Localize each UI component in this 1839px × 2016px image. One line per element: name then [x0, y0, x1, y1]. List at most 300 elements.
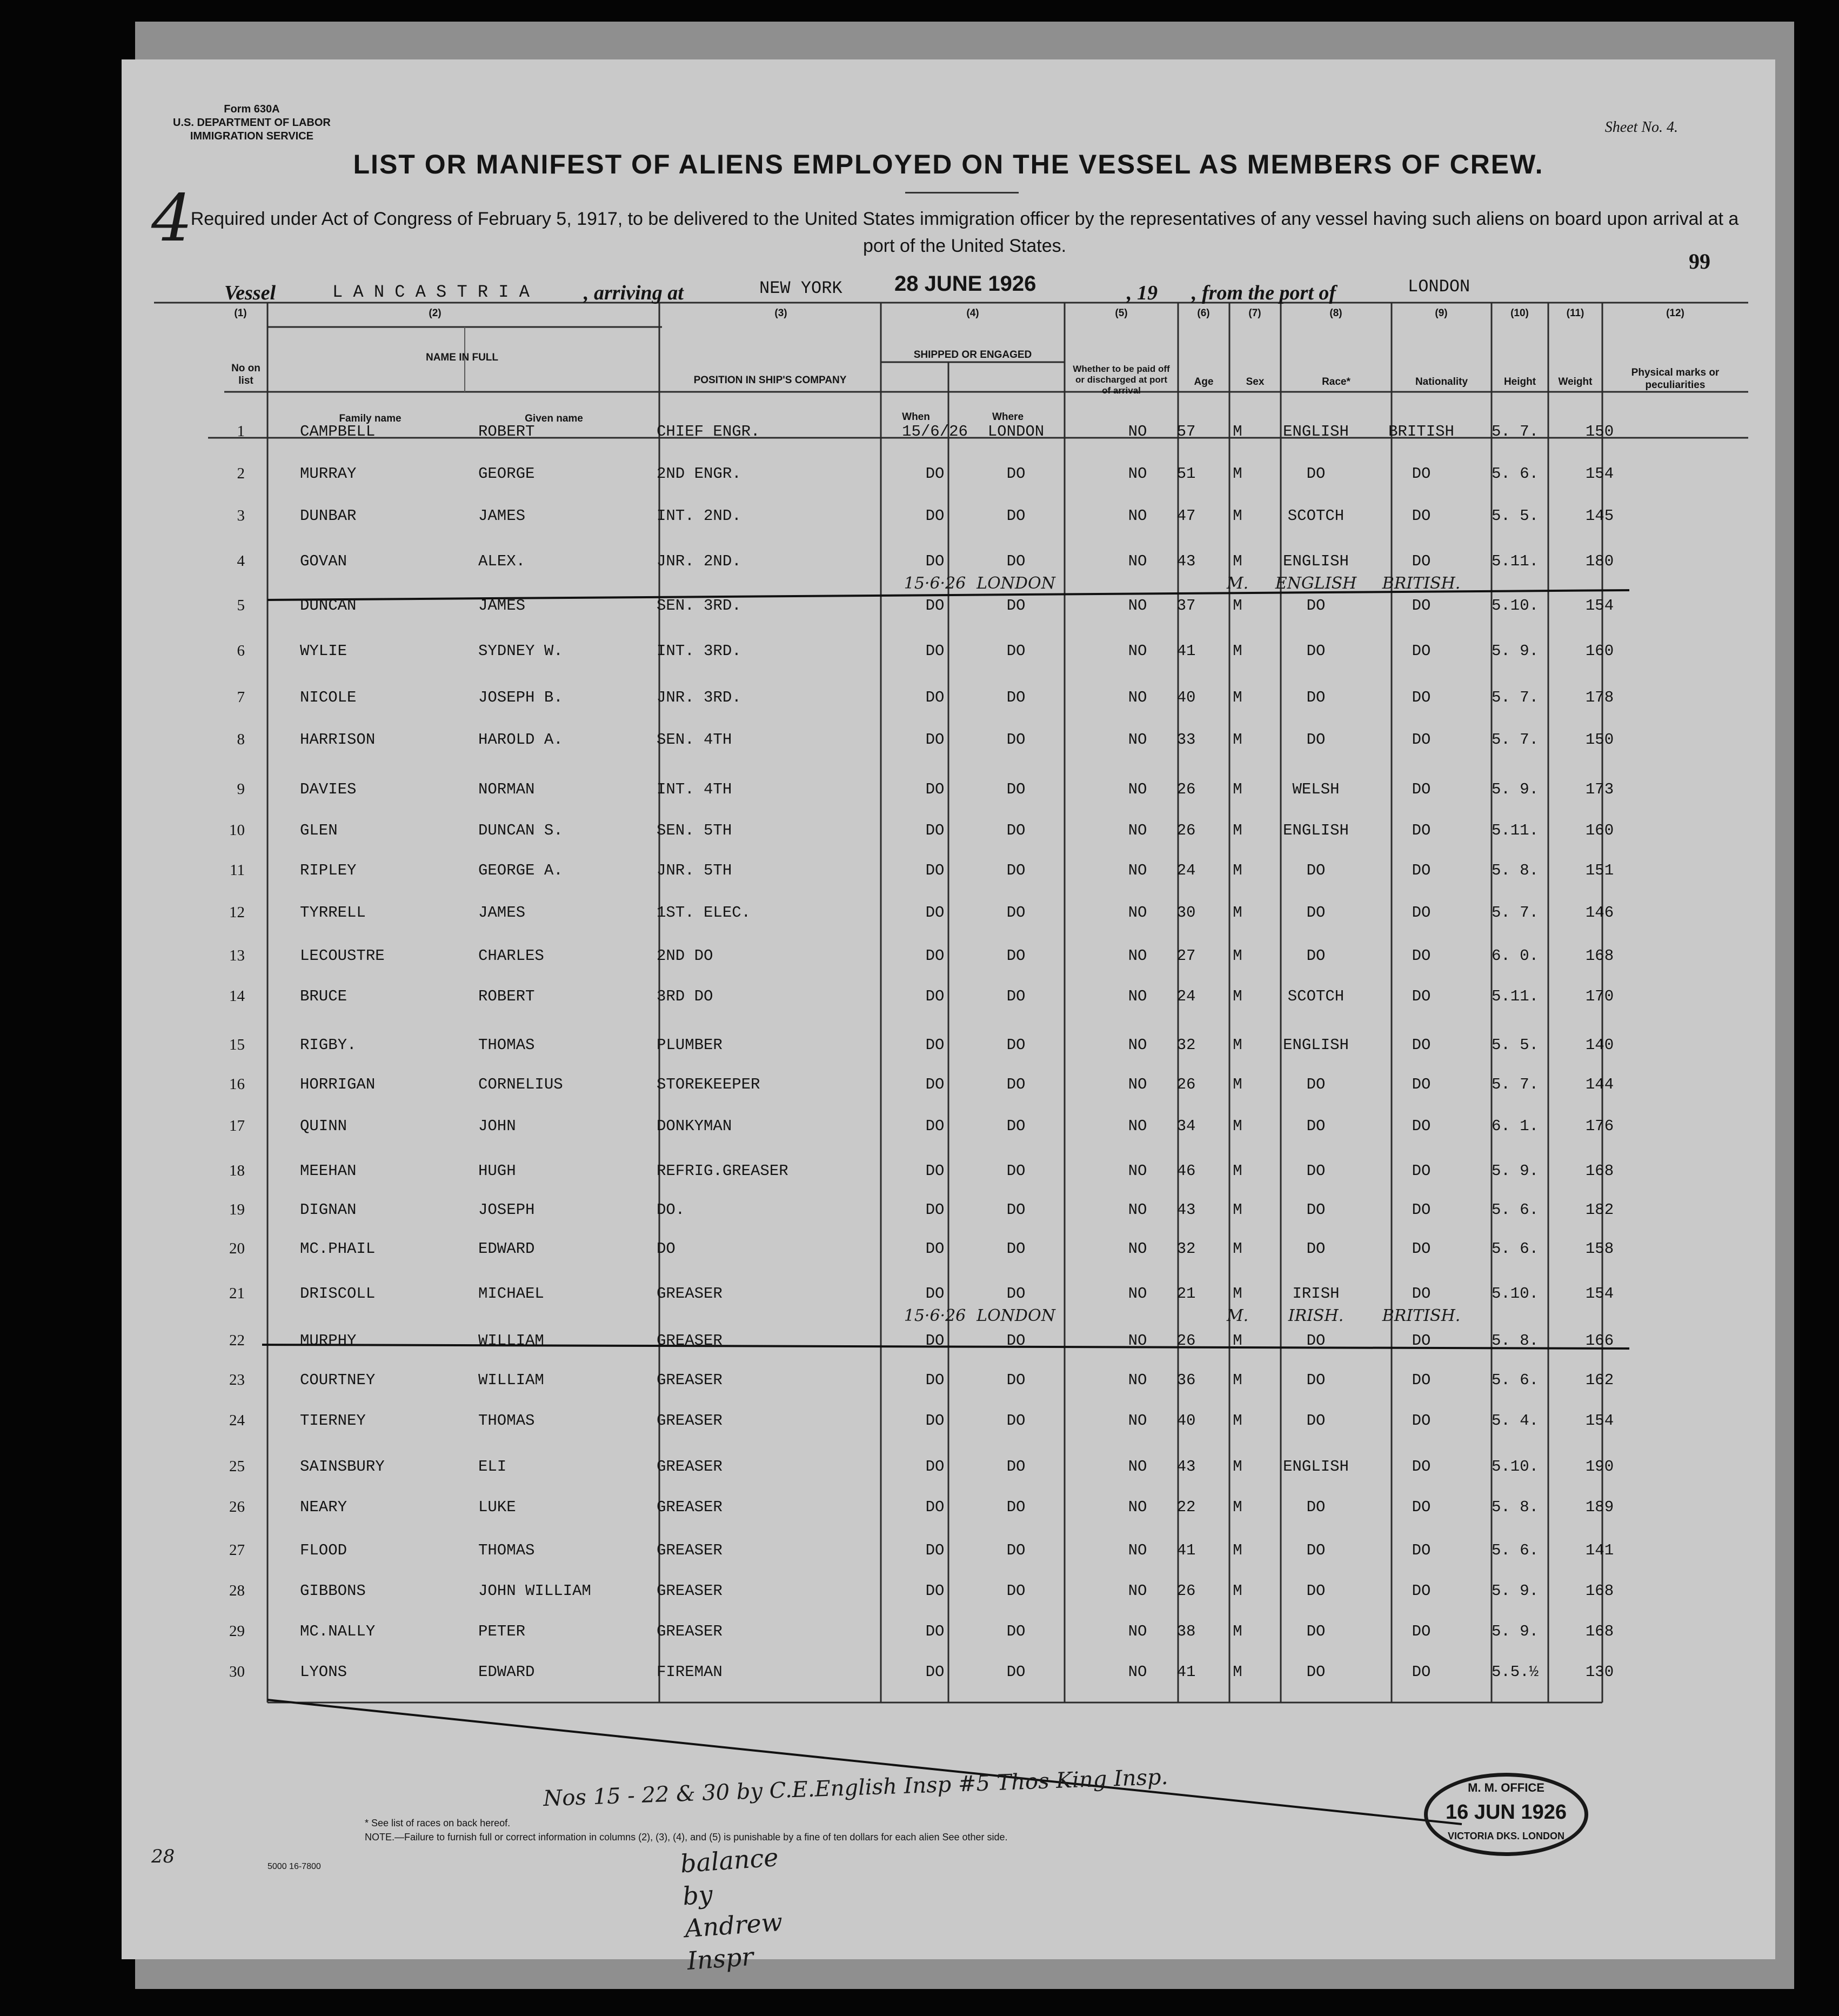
cell-paid-off: NO: [1128, 1582, 1147, 1600]
cell-race: WELSH: [1292, 780, 1340, 798]
cell-given-name: ELI: [478, 1458, 507, 1476]
cell-shipped-where: DO: [1006, 642, 1026, 660]
cell-shipped-when: DO: [925, 597, 945, 615]
table-row: [122, 1451, 1775, 1484]
col-num-5: (5): [1115, 308, 1128, 319]
cell-race: IRISH: [1292, 1285, 1340, 1303]
cell-race: DO: [1306, 1541, 1326, 1559]
cell-shipped-when: DO: [925, 904, 945, 922]
handwritten-correction: 15·6·26: [904, 574, 966, 593]
cell-height: 5. 5.: [1492, 1036, 1539, 1054]
cell-paid-off: NO: [1128, 1498, 1147, 1516]
cell-row-number: 22: [229, 1332, 245, 1349]
cell-age: 43: [1176, 552, 1196, 570]
header-when: When: [902, 411, 930, 423]
cell-nationality: DO: [1412, 822, 1431, 839]
cell-age: 26: [1176, 1332, 1196, 1350]
cell-age: 43: [1176, 1201, 1196, 1219]
cell-weight: 140: [1585, 1036, 1614, 1054]
cell-race: DO: [1306, 1117, 1326, 1135]
table-row: [122, 1156, 1775, 1188]
cell-row-number: 14: [229, 987, 245, 1005]
cell-family-name: FLOOD: [300, 1541, 347, 1559]
cell-position: 2ND ENGR.: [657, 465, 741, 483]
cell-row-number: 26: [229, 1498, 245, 1516]
arriving-label: , arriving at: [584, 282, 684, 304]
cell-race: DO: [1306, 642, 1326, 660]
cell-given-name: MICHAEL: [478, 1285, 544, 1303]
cell-weight: 150: [1585, 731, 1614, 749]
cell-age: 32: [1176, 1036, 1196, 1054]
cell-paid-off: NO: [1128, 904, 1147, 922]
cell-weight: 144: [1585, 1076, 1614, 1093]
cell-height: 5. 7.: [1492, 731, 1539, 749]
cell-shipped-when: DO: [925, 1412, 945, 1430]
cell-shipped-where: DO: [1006, 1201, 1026, 1219]
cell-family-name: BRUCE: [300, 987, 347, 1005]
cell-race: DO: [1306, 465, 1326, 483]
cell-position: INT. 2ND.: [657, 507, 741, 525]
cell-sex: M: [1233, 1201, 1242, 1219]
cell-family-name: DRISCOLL: [300, 1285, 376, 1303]
cell-race: DO: [1306, 904, 1326, 922]
cell-weight: 145: [1585, 507, 1614, 525]
cell-weight: 168: [1585, 1582, 1614, 1600]
cell-age: 32: [1176, 1240, 1196, 1258]
cell-weight: 176: [1585, 1117, 1614, 1135]
cell-given-name: ROBERT: [478, 423, 535, 440]
cell-age: 36: [1176, 1371, 1196, 1389]
header-weight: Weight: [1558, 376, 1593, 388]
year-label: , 19: [1127, 282, 1158, 304]
cell-race: ENGLISH: [1283, 1036, 1349, 1054]
cell-family-name: MC.NALLY: [300, 1623, 376, 1640]
table-row: [122, 815, 1775, 847]
cell-race: DO: [1306, 1582, 1326, 1600]
cell-race: ENGLISH: [1283, 423, 1349, 440]
cell-age: 22: [1176, 1498, 1196, 1516]
cell-given-name: WILLIAM: [478, 1371, 544, 1389]
cell-nationality: DO: [1412, 862, 1431, 879]
cell-age: 26: [1176, 780, 1196, 798]
cell-weight: 168: [1585, 1162, 1614, 1180]
cell-nationality: DO: [1412, 1582, 1431, 1600]
cell-shipped-where: DO: [1006, 597, 1026, 615]
cell-weight: 146: [1585, 904, 1614, 922]
cell-position: SEN. 3RD.: [657, 597, 741, 615]
table-row: [122, 1111, 1775, 1143]
cell-row-number: 16: [229, 1076, 245, 1093]
header-name-in-full: NAME IN FULL: [425, 352, 499, 363]
cell-nationality: DO: [1412, 1240, 1431, 1258]
cell-given-name: JAMES: [478, 597, 526, 615]
cell-sex: M: [1233, 1412, 1242, 1430]
from-port-label: , from the port of: [1192, 282, 1336, 304]
cell-height: 5.11.: [1492, 987, 1539, 1005]
col-num-10: (10): [1510, 308, 1529, 319]
cell-paid-off: NO: [1128, 822, 1147, 839]
cell-height: 5. 9.: [1492, 780, 1539, 798]
table-row: [122, 1535, 1775, 1567]
vessel-label: Vessel: [224, 282, 276, 304]
cell-shipped-where: DO: [1006, 822, 1026, 839]
cell-given-name: DUNCAN S.: [478, 822, 563, 839]
cell-shipped-where: DO: [1006, 507, 1026, 525]
cell-race: ENGLISH: [1283, 1458, 1349, 1476]
header-position: POSITION IN SHIP'S COMPANY: [693, 375, 847, 386]
cell-nationality: DO: [1412, 642, 1431, 660]
table-row: [122, 1194, 1775, 1227]
cell-nationality: DO: [1412, 1201, 1431, 1219]
cell-position: INT. 3RD.: [657, 642, 741, 660]
cell-given-name: LUKE: [478, 1498, 516, 1516]
cell-position: 3RD DO: [657, 987, 713, 1005]
cell-shipped-where: DO: [1006, 1117, 1026, 1135]
handwritten-correction: BRITISH.: [1382, 1306, 1461, 1325]
cell-age: 33: [1176, 731, 1196, 749]
cell-nationality: DO: [1412, 465, 1431, 483]
cell-family-name: DUNCAN: [300, 597, 357, 615]
table-row: [122, 458, 1775, 491]
cell-position: 2ND DO: [657, 947, 713, 965]
cell-weight: 168: [1585, 1623, 1614, 1640]
cell-given-name: JAMES: [478, 904, 526, 922]
cell-height: 5. 7.: [1492, 904, 1539, 922]
cell-family-name: GIBBONS: [300, 1582, 366, 1600]
margin-note: 28: [151, 1846, 175, 1867]
cell-position: 1ST. ELEC.: [657, 904, 751, 922]
cell-weight: 162: [1585, 1371, 1614, 1389]
cell-sex: M: [1233, 947, 1242, 965]
cell-height: 6. 1.: [1492, 1117, 1539, 1135]
cell-weight: 170: [1585, 987, 1614, 1005]
table-row: [122, 1278, 1775, 1325]
header-given-name: Given name: [525, 413, 583, 424]
cell-nationality: DO: [1412, 731, 1431, 749]
cell-family-name: GOVAN: [300, 552, 347, 570]
cell-race: DO: [1306, 1162, 1326, 1180]
cell-height: 5. 9.: [1492, 642, 1539, 660]
cell-race: DO: [1306, 1663, 1326, 1681]
cell-height: 6. 0.: [1492, 947, 1539, 965]
cell-row-number: 12: [229, 904, 245, 921]
cell-family-name: NICOLE: [300, 689, 357, 706]
cell-height: 5. 8.: [1492, 1498, 1539, 1516]
cell-given-name: HAROLD A.: [478, 731, 563, 749]
cell-nationality: DO: [1412, 904, 1431, 922]
cell-sex: M: [1233, 1623, 1242, 1640]
cell-weight: 154: [1585, 1412, 1614, 1430]
cell-position: GREASER: [657, 1285, 723, 1303]
cell-height: 5. 6.: [1492, 1240, 1539, 1258]
cell-shipped-when: DO: [925, 1663, 945, 1681]
header-no-on-list: No on list: [231, 363, 260, 386]
col-num-1: (1): [234, 308, 247, 319]
cell-paid-off: NO: [1128, 1332, 1147, 1350]
cell-race: DO: [1306, 1498, 1326, 1516]
cell-position: PLUMBER: [657, 1036, 723, 1054]
cell-row-number: 15: [229, 1036, 245, 1053]
col-num-4: (4): [966, 308, 979, 319]
cell-given-name: EDWARD: [478, 1240, 535, 1258]
cell-shipped-where: DO: [1006, 1371, 1026, 1389]
cell-family-name: MEEHAN: [300, 1162, 357, 1180]
cell-age: 47: [1176, 507, 1196, 525]
cell-given-name: THOMAS: [478, 1036, 535, 1054]
cell-row-number: 13: [229, 947, 245, 964]
cell-age: 27: [1176, 947, 1196, 965]
cell-height: 5.11.: [1492, 552, 1539, 570]
cell-paid-off: NO: [1128, 465, 1147, 483]
cell-family-name: TYRRELL: [300, 904, 366, 922]
cell-race: SCOTCH: [1287, 987, 1345, 1005]
cell-position: GREASER: [657, 1371, 723, 1389]
cell-shipped-when: DO: [925, 1117, 945, 1135]
cell-paid-off: NO: [1128, 947, 1147, 965]
cell-age: 26: [1176, 1582, 1196, 1600]
cell-age: 26: [1176, 822, 1196, 839]
col-num-7: (7): [1248, 308, 1261, 319]
cell-shipped-where: DO: [1006, 1541, 1026, 1559]
cell-shipped-when: DO: [925, 1498, 945, 1516]
cell-weight: 178: [1585, 689, 1614, 706]
handwritten-correction: LONDON: [977, 1306, 1055, 1325]
cell-shipped-where: DO: [1006, 552, 1026, 570]
cell-shipped-when: DO: [925, 1458, 945, 1476]
cell-age: 37: [1176, 597, 1196, 615]
footnote: [365, 1816, 1008, 1844]
cell-race: DO: [1306, 1201, 1326, 1219]
cell-shipped-when: DO: [925, 987, 945, 1005]
header-where: Where: [992, 411, 1024, 423]
cell-race: DO: [1306, 1623, 1326, 1640]
cell-paid-off: NO: [1128, 731, 1147, 749]
cell-paid-off: NO: [1128, 780, 1147, 798]
table-row: [122, 682, 1775, 715]
cell-row-number: 4: [237, 552, 245, 570]
cell-row-number: 18: [229, 1162, 245, 1179]
cell-paid-off: NO: [1128, 1285, 1147, 1303]
cell-row-number: 17: [229, 1117, 245, 1134]
cell-race: ENGLISH: [1283, 822, 1349, 839]
cell-position: GREASER: [657, 1498, 723, 1516]
cell-row-number: 29: [229, 1623, 245, 1640]
header-paid-off: Whether to be paid off or discharged at port of arrival: [1073, 364, 1170, 396]
cell-paid-off: NO: [1128, 1458, 1147, 1476]
cell-shipped-when: 15/6/26: [902, 423, 968, 440]
cell-row-number: 10: [229, 822, 245, 839]
cell-nationality: DO: [1412, 507, 1431, 525]
cell-position: JNR. 3RD.: [657, 689, 741, 706]
cell-nationality: DO: [1412, 597, 1431, 615]
cell-shipped-when: DO: [925, 465, 945, 483]
cell-sex: M: [1233, 1285, 1242, 1303]
cell-family-name: GLEN: [300, 822, 338, 839]
header-age: Age: [1194, 376, 1214, 388]
cell-weight: 158: [1585, 1240, 1614, 1258]
cell-sex: M: [1233, 465, 1242, 483]
cell-position: INT. 4TH: [657, 780, 732, 798]
cell-shipped-when: DO: [925, 1623, 945, 1640]
cell-given-name: ALEX.: [478, 552, 526, 570]
cell-race: ENGLISH: [1283, 552, 1349, 570]
cell-height: 5. 9.: [1492, 1623, 1539, 1640]
cell-sex: M: [1233, 552, 1242, 570]
table-row: [122, 1069, 1775, 1102]
sheet-number: Sheet No. 4.: [1604, 119, 1678, 136]
cell-paid-off: NO: [1128, 1036, 1147, 1054]
cell-nationality: DO: [1412, 1117, 1431, 1135]
cell-position: DO: [657, 1240, 676, 1258]
cell-weight: 154: [1585, 465, 1614, 483]
cell-row-number: 2: [237, 465, 245, 482]
cell-shipped-where: DO: [1006, 1663, 1026, 1681]
cell-shipped-when: DO: [925, 1582, 945, 1600]
cell-sex: M: [1233, 1663, 1242, 1681]
cell-shipped-where: DO: [1006, 862, 1026, 879]
cell-shipped-when: DO: [925, 780, 945, 798]
header-family-name: Family name: [339, 413, 402, 424]
cell-sex: M: [1233, 1117, 1242, 1135]
cell-age: 34: [1176, 1117, 1196, 1135]
cell-sex: M: [1233, 1036, 1242, 1054]
table-row: [122, 500, 1775, 533]
cell-given-name: THOMAS: [478, 1412, 535, 1430]
table-row: [122, 1030, 1775, 1062]
cell-given-name: JOSEPH: [478, 1201, 535, 1219]
cell-height: 5. 7.: [1492, 1076, 1539, 1093]
cell-position: CHIEF ENGR.: [657, 423, 760, 440]
cell-row-number: 8: [237, 731, 245, 748]
cell-nationality: DO: [1412, 1371, 1431, 1389]
cell-paid-off: NO: [1128, 862, 1147, 879]
table-row: [122, 590, 1775, 623]
cell-paid-off: NO: [1128, 597, 1147, 615]
cell-shipped-when: DO: [925, 1371, 945, 1389]
cell-paid-off: NO: [1128, 1371, 1147, 1389]
cell-row-number: 21: [229, 1285, 245, 1302]
cell-weight: 182: [1585, 1201, 1614, 1219]
cell-age: 41: [1176, 642, 1196, 660]
cell-sex: M: [1233, 1076, 1242, 1093]
cell-shipped-when: DO: [925, 689, 945, 706]
handwritten-correction: IRISH.: [1288, 1306, 1344, 1325]
cell-nationality: DO: [1412, 1332, 1431, 1350]
cell-family-name: CAMPBELL: [300, 423, 376, 440]
cell-shipped-when: DO: [925, 642, 945, 660]
page-number: 99: [1689, 249, 1710, 273]
cell-row-number: 19: [229, 1201, 245, 1218]
cell-family-name: LYONS: [300, 1663, 347, 1681]
cell-nationality: DO: [1412, 1412, 1431, 1430]
cell-family-name: HORRIGAN: [300, 1076, 376, 1093]
cell-shipped-when: DO: [925, 1162, 945, 1180]
table-row: [122, 981, 1775, 1013]
cell-family-name: DUNBAR: [300, 507, 357, 525]
cell-sex: M: [1233, 507, 1242, 525]
cell-sex: M: [1233, 904, 1242, 922]
cell-family-name: QUINN: [300, 1117, 347, 1135]
cell-shipped-where: DO: [1006, 947, 1026, 965]
cell-row-number: 20: [229, 1240, 245, 1257]
table-row: [122, 546, 1775, 593]
manifest-sheet: [122, 59, 1775, 1976]
cell-height: 5. 4.: [1492, 1412, 1539, 1430]
department: U.S. DEPARTMENT OF LABOR: [173, 117, 331, 129]
cell-height: 5. 9.: [1492, 1162, 1539, 1180]
cell-sex: M: [1233, 1240, 1242, 1258]
handwritten-inspector-note: Nos 15 - 22 & 30 by C.E.English Insp #5 Thos King Insp.: [543, 1764, 1169, 1812]
cell-paid-off: NO: [1128, 423, 1147, 440]
cell-family-name: NEARY: [300, 1498, 347, 1516]
cell-age: 24: [1176, 862, 1196, 879]
cell-row-number: 24: [229, 1412, 245, 1429]
cell-given-name: THOMAS: [478, 1541, 535, 1559]
col-num-11: (11): [1566, 308, 1584, 319]
cell-age: 57: [1176, 423, 1196, 440]
cell-position: GREASER: [657, 1582, 723, 1600]
cell-given-name: JOSEPH B.: [478, 689, 563, 706]
cell-nationality: DO: [1412, 1036, 1431, 1054]
cell-nationality: DO: [1412, 947, 1431, 965]
col-num-8: (8): [1329, 308, 1342, 319]
col-num-9: (9): [1435, 308, 1448, 319]
cell-shipped-when: DO: [925, 1201, 945, 1219]
cell-sex: M: [1233, 423, 1242, 440]
stamp-date: 16 JUN 1926: [1446, 1801, 1567, 1824]
cell-given-name: HUGH: [478, 1162, 516, 1180]
table-row: [122, 1405, 1775, 1438]
cell-paid-off: NO: [1128, 1076, 1147, 1093]
cell-shipped-where: LONDON: [987, 423, 1045, 440]
cell-family-name: TIERNEY: [300, 1412, 366, 1430]
races-footnote: * See list of races on back hereof.: [365, 1818, 511, 1828]
cell-nationality: DO: [1412, 1623, 1431, 1640]
cell-position: STOREKEEPER: [657, 1076, 760, 1093]
cell-weight: 173: [1585, 780, 1614, 798]
cell-row-number: 9: [237, 780, 245, 798]
cell-position: GREASER: [657, 1332, 723, 1350]
cell-shipped-where: DO: [1006, 1036, 1026, 1054]
cell-paid-off: NO: [1128, 552, 1147, 570]
cell-position: GREASER: [657, 1541, 723, 1559]
cell-weight: 130: [1585, 1663, 1614, 1681]
cell-position: GREASER: [657, 1623, 723, 1640]
cell-weight: 190: [1585, 1458, 1614, 1476]
cell-shipped-where: DO: [1006, 1162, 1026, 1180]
cell-shipped-when: DO: [925, 1076, 945, 1093]
table-row: [122, 940, 1775, 973]
col-num-12: (12): [1666, 308, 1684, 319]
handwritten-correction: M.: [1226, 574, 1249, 593]
cell-paid-off: NO: [1128, 1412, 1147, 1430]
table-row: [122, 1616, 1775, 1648]
cell-paid-off: NO: [1128, 507, 1147, 525]
cell-nationality: DO: [1412, 689, 1431, 706]
header-physical-marks: Physical marks or peculiarities: [1631, 367, 1720, 391]
cell-race: DO: [1306, 862, 1326, 879]
cell-shipped-where: DO: [1006, 1458, 1026, 1476]
header-sex: Sex: [1246, 376, 1265, 388]
cell-age: 40: [1176, 689, 1196, 706]
cell-weight: 180: [1585, 552, 1614, 570]
cell-sex: M: [1233, 1332, 1242, 1350]
cell-height: 5. 8.: [1492, 1332, 1539, 1350]
cell-family-name: RIPLEY: [300, 862, 357, 879]
arrival-date-stamp: 28 JUNE 1926: [894, 272, 1036, 296]
cell-race: DO: [1306, 731, 1326, 749]
cell-given-name: GEORGE A.: [478, 862, 563, 879]
